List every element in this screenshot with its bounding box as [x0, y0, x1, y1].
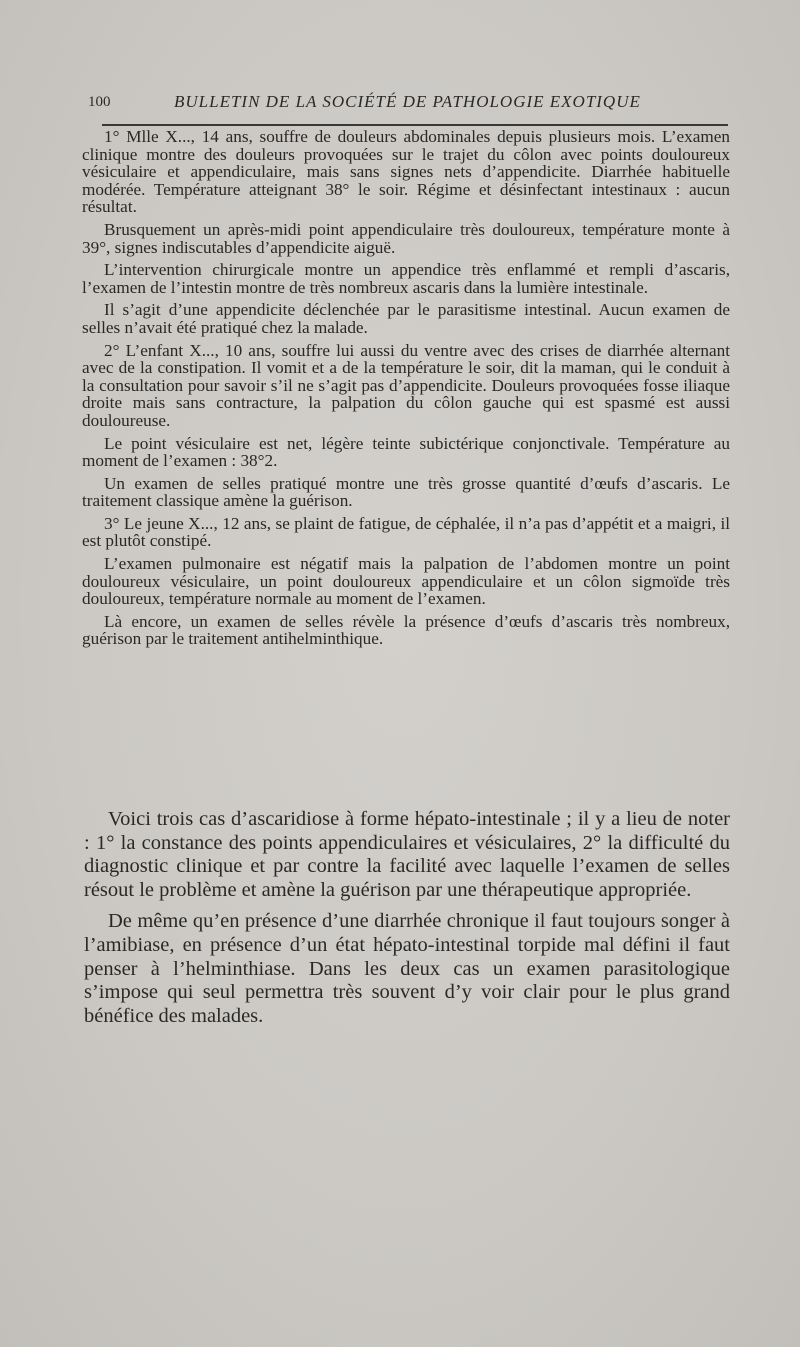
- discussion: [84, 808, 730, 1036]
- paragraph-case-1: 1° Mlle X..., 14 ans, souffre de douleurs abdominales depuis plusieurs mois. L’examen clinique montre des douleurs provoquées sur le trajet du côlon avec points douloureux vésiculaire et appendiculaire, mais sans signes nets d’appendicite. Diarrhée habituelle modérée. Température atteignant 38° le soir. Régime et désinfectant intestinaux : aucun résultat.: [82, 127, 730, 217]
- page-number: 100: [88, 94, 111, 110]
- paragraph-case-3-exam: L’examen pulmonaire est négatif mais la palpation de l’abdomen montre un point douloureux vésiculaire, un point douloureux appendiculaire et un côlon sigmoïde très douloureux, température normale au moment de l’examen.: [82, 554, 730, 609]
- paragraph-summary: Voici trois cas d’ascaridiose à forme hépato-intestinale ; il y a lieu de noter : 1° la constance des points appendiculaires et vésiculaires, 2° la difficulté du diagnostic clinique et par contre la facilité avec laquelle l’examen de selles résout le problème et amène la guérison par une thérapeutique appropriée.: [84, 808, 730, 901]
- paragraph-case-3-stool: Là encore, un examen de selles révèle la présence d’œufs d’ascaris très nombreux, guérison par le traitement antihelminthique.: [82, 611, 730, 649]
- page-header: [78, 92, 728, 122]
- paragraph-case-1-surgery: L’intervention chirurgicale montre un appendice très enflammé et rempli d’ascaris, l’examen de l’intestin montre de très nombreux ascaris dans la lumière intestinale.: [82, 260, 730, 297]
- paragraph-case-3: 3° Le jeune X..., 12 ans, se plaint de fatigue, de céphalée, il n’a pas d’appétit et a maigri, il est plutôt constipé.: [82, 513, 730, 551]
- case-reports: [82, 128, 730, 653]
- paragraph-case-2-exam: Le point vésiculaire est net, légère teinte subictérique conjonctivale. Température au moment de l’examen : 38°2.: [82, 433, 730, 471]
- running-title: BULLETIN DE LA SOCIÉTÉ DE PATHOLOGIE EXOTIQUE: [174, 92, 641, 111]
- paragraph-conclusion: De même qu’en présence d’une diarrhée chronique il faut toujours songer à l’amibiase, en présence d’un état hépato-intestinal torpide mal défini il faut penser à l’helminthiase. Dans les deux cas un examen parasitologique s’impose qui seul permettra très souvent d’y voir clair pour le plus grand bénéfice des malades.: [84, 910, 730, 1027]
- paragraph-case-2: 2° L’enfant X..., 10 ans, souffre lui aussi du ventre avec des crises de diarrhée alternant avec de la constipation. Il vomit et a de la température le soir, dit la maman, qui le conduit à la consultation pour savoir s’il ne s’agit pas d’appendicite. Douleurs provoquées fosse iliaque droite mais sans contracture, la palpation du côlon gauche qui est spasmé est aussi douloureuse.: [82, 340, 730, 430]
- paragraph-case-1-conclusion: Il s’agit d’une appendicite déclenchée par le parasitisme intestinal. Aucun examen de selles n’avait été pratiqué chez la malade.: [82, 300, 730, 337]
- paragraph-case-2-stool: Un examen de selles pratiqué montre une très grosse quantité d’œufs d’ascaris. Le traitement classique amène la guérison.: [82, 473, 730, 511]
- paragraph-case-1-onset: Brusquement un après-midi point appendiculaire très douloureux, température monte à 39°, signes indiscutables d’appendicite aiguë.: [82, 219, 730, 257]
- header-rule: [102, 124, 728, 126]
